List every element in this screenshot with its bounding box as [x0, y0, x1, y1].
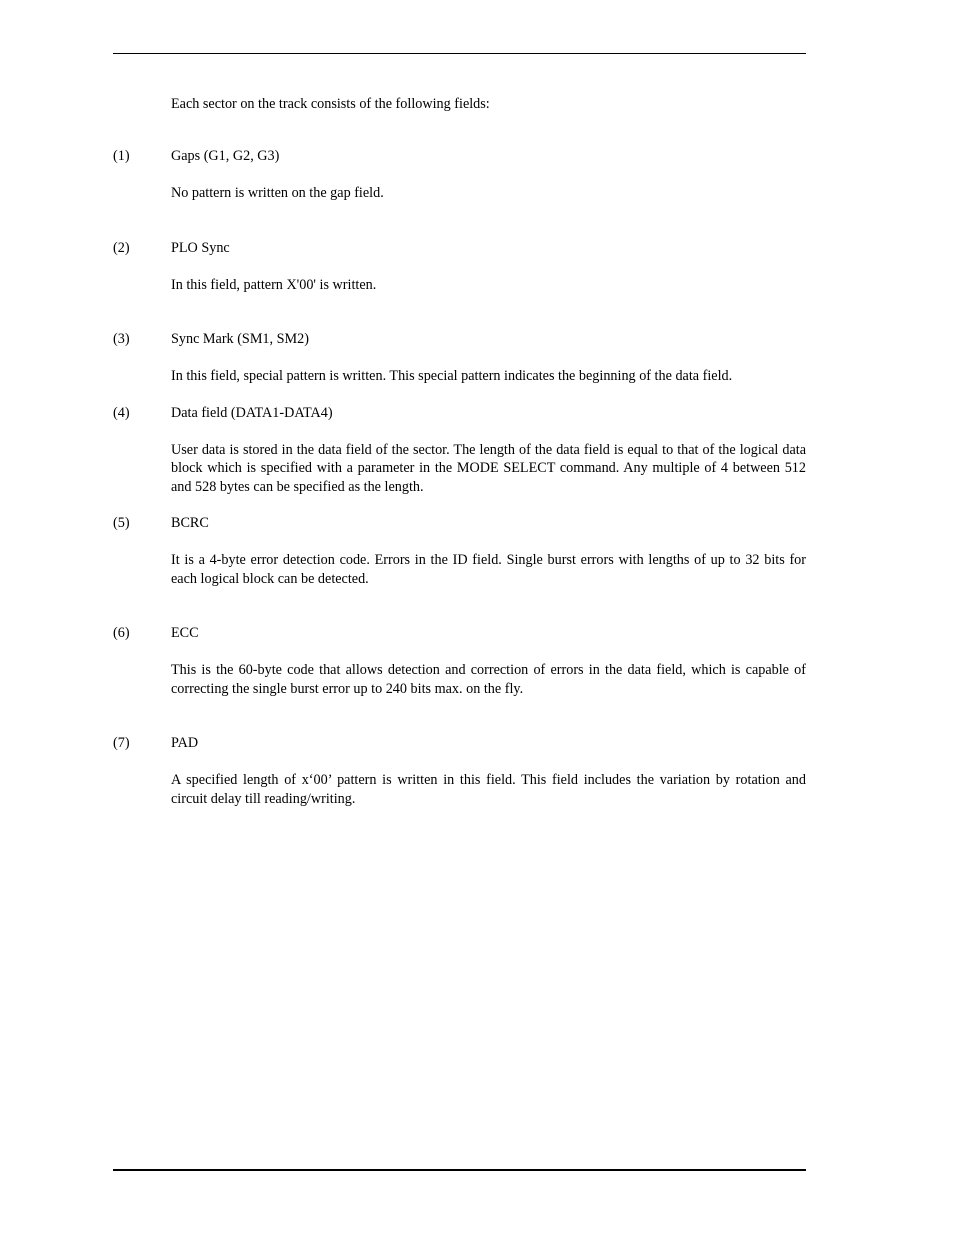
- field-description: In this field, special pattern is written. This special pattern indicates the beginning of the data field.: [171, 368, 733, 384]
- field-item-pad: [113, 734, 806, 808]
- field-description: A specified length of x‘00’ pattern is written in this field. This field includes the variation by rotation and circuit delay till reading/writing.: [171, 772, 806, 807]
- field-description: It is a 4-byte error detection code. Errors in the ID field. Single burst errors with lengths of up to 32 bits for each logical block can be detected.: [171, 552, 806, 587]
- field-title: Data field (DATA1-DATA4): [171, 404, 333, 421]
- field-heading: [113, 404, 806, 423]
- field-title: ECC: [171, 625, 199, 641]
- field-heading: [113, 239, 806, 258]
- field-number: (7): [113, 735, 130, 751]
- intro-paragraph: Each sector on the track consists of the following fields:: [171, 96, 490, 112]
- field-title: Sync Mark (SM1, SM2): [171, 331, 309, 347]
- field-item-ecc: [113, 624, 806, 698]
- field-heading: [113, 330, 806, 349]
- field-item-data-field: [113, 404, 806, 497]
- field-title: Gaps (G1, G2, G3): [171, 148, 280, 164]
- field-number: (5): [113, 515, 130, 531]
- field-number: (2): [113, 239, 130, 256]
- field-heading: [113, 624, 806, 643]
- field-number: (1): [113, 148, 130, 164]
- field-description: This is the 60-byte code that allows detection and correction of errors in the data field, which is capable of correcting the single burst error up to 240 bits max. on the fly.: [171, 662, 806, 697]
- footer-rule: [113, 1169, 806, 1171]
- field-title: PAD: [171, 735, 199, 751]
- field-number: (6): [113, 625, 130, 641]
- field-heading: [113, 514, 806, 533]
- field-description: In this field, pattern X'00' is written.: [171, 276, 377, 293]
- field-description: User data is stored in the data field of the sector. The length of the data field is equal to that of the logical data block which is specified with a parameter in the MODE SELECT command. Any multiple of 4 between 512 and 528 bytes can be specified as the length.: [171, 441, 806, 495]
- field-item-bcrc: [113, 514, 806, 588]
- document-body: [113, 95, 806, 808]
- field-heading: [113, 147, 806, 166]
- field-heading: [113, 734, 806, 753]
- field-item-sync-mark: [113, 330, 806, 386]
- header-rule: [113, 53, 806, 54]
- field-item-plo-sync: [113, 239, 806, 295]
- field-number: (3): [113, 331, 130, 347]
- field-title: BCRC: [171, 515, 209, 531]
- field-number: (4): [113, 404, 130, 421]
- field-title: PLO Sync: [171, 239, 230, 256]
- field-description: No pattern is written on the gap field.: [171, 185, 384, 201]
- field-item-gaps: [113, 147, 806, 203]
